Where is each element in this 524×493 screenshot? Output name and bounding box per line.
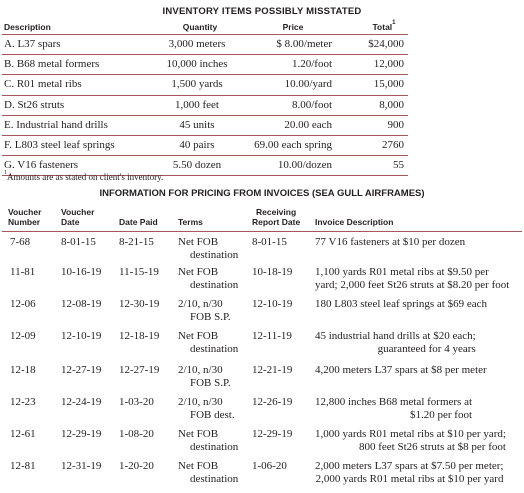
date-paid: 12-27-19 bbox=[119, 364, 160, 376]
header-total-label: Total bbox=[372, 22, 393, 32]
item-total: 12,000 bbox=[373, 58, 404, 71]
date-paid: 1-08-20 bbox=[119, 428, 154, 440]
footnote-mark: 1 bbox=[4, 170, 7, 176]
voucher-date: 12-29-19 bbox=[61, 428, 102, 440]
invoice-line: 45 industrial hand drills at $20 each; bbox=[315, 330, 476, 342]
date-paid: 1-03-20 bbox=[119, 396, 154, 408]
invoice-line: 77 V16 fasteners at $10 per dozen bbox=[315, 236, 466, 248]
voucher-date: 12-27-19 bbox=[61, 364, 102, 376]
invoice-line: 12,800 inches B68 metal formers at bbox=[315, 396, 473, 408]
terms-line: Net FOB bbox=[178, 330, 219, 342]
voucher-number: 7-68 bbox=[10, 236, 31, 248]
invoice-description bbox=[315, 428, 506, 454]
item-price: 20.00 each bbox=[284, 118, 332, 131]
item-quantity: 10,000 inches bbox=[166, 58, 228, 71]
inventory-row bbox=[2, 116, 408, 136]
terms-line: destination bbox=[190, 249, 239, 261]
header-description: Description bbox=[4, 22, 51, 32]
invoice-line: $1.20 per foot bbox=[410, 409, 473, 421]
invoice-line: 2,000 meters L37 spars at $7.50 per meter; bbox=[315, 460, 504, 472]
inventory-row bbox=[2, 35, 408, 55]
item-description: C. R01 metal ribs bbox=[4, 78, 82, 91]
item-price: 10.00/yard bbox=[284, 78, 332, 91]
invoice-line: 1,000 yards R01 metal ribs at $10 per yard; bbox=[315, 428, 506, 440]
date-paid: 8-21-15 bbox=[119, 236, 154, 248]
invoice-line: yard; 2,000 feet St26 struts at $8.20 per foot bbox=[315, 279, 510, 291]
voucher-date: 12-31-19 bbox=[61, 460, 102, 472]
item-price: $ 8.00/meter bbox=[276, 38, 332, 50]
inventory-table-title: INVENTORY ITEMS POSSIBLY MISSTATED bbox=[162, 6, 362, 17]
invoice-table-title: INFORMATION FOR PRICING FROM INVOICES (SEA GULL AIRFRAMES) bbox=[99, 188, 425, 199]
item-description: E. Industrial hand drills bbox=[4, 118, 108, 131]
terms bbox=[178, 266, 238, 292]
footnote-marker: 1 bbox=[392, 20, 396, 26]
terms-line: FOB dest. bbox=[190, 409, 235, 421]
voucher-date: 12-24-19 bbox=[61, 396, 102, 408]
date-paid: 12-18-19 bbox=[119, 330, 160, 342]
voucher-number: 12-09 bbox=[10, 330, 36, 342]
receiving-report-date: 8-01-15 bbox=[252, 236, 287, 248]
invoice-line: 800 feet St26 struts at $8 per foot bbox=[358, 441, 506, 453]
item-price: 10.00/dozen bbox=[277, 159, 332, 172]
inventory-row bbox=[2, 136, 408, 156]
terms bbox=[178, 298, 231, 324]
inventory-table-body bbox=[2, 35, 408, 176]
invoice-line: 2,000 yards R01 metal ribs at $10 per yard bbox=[315, 473, 504, 485]
invoice-description bbox=[315, 460, 503, 486]
header-invoice-description: Invoice Description bbox=[315, 217, 394, 227]
invoice-description bbox=[315, 236, 465, 249]
receiving-report-date: 10-18-19 bbox=[252, 266, 293, 278]
item-description: G. V16 fasteners bbox=[4, 159, 79, 172]
header-price: Price bbox=[282, 22, 304, 32]
invoice-description bbox=[315, 298, 487, 311]
invoice-description bbox=[315, 396, 472, 422]
header-voucher-date-line2: Date bbox=[61, 217, 80, 227]
invoice-line: 4,200 meters L37 spars at $8 per meter bbox=[315, 364, 487, 376]
inventory-row bbox=[2, 55, 408, 75]
inventory-row bbox=[2, 75, 408, 95]
receiving-report-date: 12-11-19 bbox=[252, 330, 292, 342]
item-quantity: 40 pairs bbox=[179, 138, 215, 151]
terms-line: Net FOB bbox=[178, 266, 219, 278]
header-voucher-number-line2: Number bbox=[8, 217, 41, 227]
terms-line: Net FOB bbox=[178, 236, 219, 248]
voucher-date: 8-01-15 bbox=[61, 236, 96, 248]
terms-line: destination bbox=[190, 279, 239, 291]
invoice-line: guaranteed for 4 years bbox=[377, 343, 476, 355]
header-terms: Terms bbox=[178, 217, 203, 227]
voucher-date: 10-16-19 bbox=[61, 266, 102, 278]
receiving-report-date: 12-26-19 bbox=[252, 396, 293, 408]
terms bbox=[178, 236, 238, 262]
item-total: 8,000 bbox=[379, 98, 404, 111]
invoice-line: 180 L803 steel leaf springs at $69 each bbox=[315, 298, 487, 310]
inventory-row bbox=[2, 96, 408, 116]
header-date-paid: Date Paid bbox=[119, 217, 158, 227]
voucher-number: 12-18 bbox=[10, 364, 36, 376]
item-description: D. St26 struts bbox=[4, 98, 65, 111]
receiving-report-date: 12-10-19 bbox=[252, 298, 293, 310]
inventory-footnote bbox=[4, 172, 163, 182]
terms bbox=[178, 428, 238, 454]
item-price: 8.00/foot bbox=[291, 98, 332, 111]
date-paid: 1-20-20 bbox=[119, 460, 154, 472]
terms-line: Net FOB bbox=[178, 428, 219, 440]
voucher-number: 12-61 bbox=[10, 428, 36, 440]
inventory-table-header bbox=[2, 19, 408, 35]
terms bbox=[178, 460, 238, 486]
invoice-table-header bbox=[2, 205, 522, 232]
item-price: 1.20/foot bbox=[291, 58, 332, 71]
item-description: F. L803 steel leaf springs bbox=[4, 138, 115, 151]
footnote-text: Amounts are as stated on client's inventory. bbox=[7, 172, 164, 182]
item-quantity: 1,000 feet bbox=[175, 98, 219, 111]
receiving-report-date: 1-06-20 bbox=[252, 460, 287, 472]
date-paid: 12-30-19 bbox=[119, 298, 160, 310]
invoice-description bbox=[315, 266, 509, 292]
terms-line: FOB S.P. bbox=[190, 311, 231, 323]
item-description: B. B68 metal formers bbox=[4, 58, 100, 71]
voucher-number: 12-23 bbox=[10, 396, 36, 408]
voucher-date: 12-08-19 bbox=[61, 298, 102, 310]
date-paid: 11-15-19 bbox=[119, 266, 159, 278]
item-quantity: 1,500 yards bbox=[171, 78, 223, 91]
voucher-number: 11-81 bbox=[10, 266, 36, 278]
voucher-number: 12-06 bbox=[10, 298, 36, 310]
item-quantity: 45 units bbox=[179, 118, 215, 131]
terms-line: 2/10, n/30 bbox=[178, 364, 223, 376]
terms-line: 2/10, n/30 bbox=[178, 396, 223, 408]
header-voucher-date-line1: Voucher bbox=[61, 207, 95, 217]
receiving-report-date: 12-21-19 bbox=[252, 364, 293, 376]
item-total: $24,000 bbox=[368, 38, 404, 50]
invoice-description bbox=[315, 364, 487, 377]
header-receiving-line2: Report Date bbox=[252, 217, 301, 227]
terms-line: Net FOB bbox=[178, 460, 219, 472]
voucher-number: 12-81 bbox=[10, 460, 36, 472]
item-total: 900 bbox=[387, 118, 404, 131]
item-description: A. L37 spars bbox=[4, 38, 61, 50]
item-total: 15,000 bbox=[373, 78, 404, 91]
inventory-table bbox=[2, 19, 408, 176]
terms-line: FOB S.P. bbox=[190, 377, 231, 389]
terms-line: 2/10, n/30 bbox=[178, 298, 223, 310]
header-total bbox=[364, 22, 404, 32]
terms bbox=[178, 364, 231, 390]
voucher-date: 12-10-19 bbox=[61, 330, 102, 342]
terms-line: destination bbox=[190, 343, 239, 355]
receiving-report-date: 12-29-19 bbox=[252, 428, 293, 440]
item-quantity: 3,000 meters bbox=[168, 38, 226, 50]
invoice-line: 1,100 yards R01 metal ribs at $9.50 per bbox=[315, 266, 489, 278]
header-voucher-number-line1: Voucher bbox=[8, 207, 42, 217]
item-price: 69.00 each spring bbox=[254, 138, 332, 151]
terms bbox=[178, 330, 238, 356]
item-quantity: 5.50 dozen bbox=[172, 159, 222, 172]
header-quantity: Quantity bbox=[182, 22, 218, 32]
item-total: 55 bbox=[393, 159, 404, 172]
item-total: 2760 bbox=[382, 138, 404, 151]
invoice-description bbox=[315, 330, 476, 356]
terms-line: destination bbox=[190, 441, 239, 453]
terms-line: destination bbox=[190, 473, 239, 485]
terms bbox=[178, 396, 235, 422]
header-receiving-line1: Receiving bbox=[256, 207, 297, 217]
